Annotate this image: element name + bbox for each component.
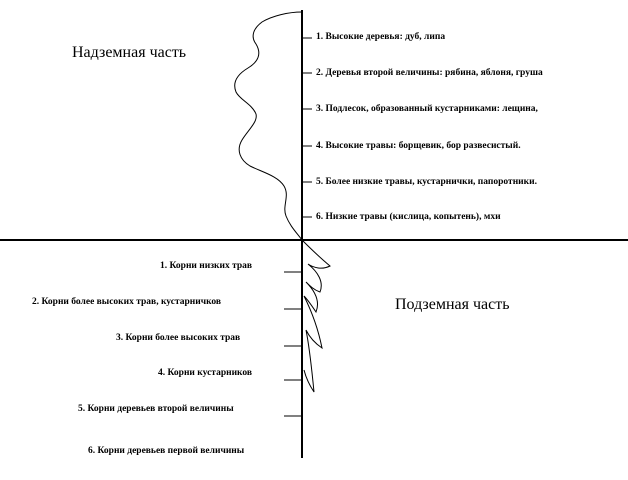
above-layer-4: 4. Высокие травы: борщевик, бор развесистый.: [316, 141, 521, 151]
below-ground-title: Подземная часть: [395, 296, 510, 313]
below-layer-5: 5. Корни деревьев второй величины: [78, 404, 234, 414]
above-layer-6: 6. Низкие травы (кислица, копытень), мхи: [316, 212, 501, 222]
above-layer-3: 3. Подлесок, образованный кустарниками: лещина,: [316, 104, 538, 114]
below-layer-1: 1. Корни низких трав: [160, 261, 253, 271]
above-layer-2: 2. Деревья второй величины: рябина, яблоня, груша: [316, 68, 543, 78]
above-layer-1: 1. Высокие деревья: дуб, липа: [316, 32, 446, 42]
below-layer-6: 6. Корни деревьев первой величины: [88, 446, 245, 456]
below-layer-2: 2. Корни более высоких трав, кустарничков: [32, 297, 222, 307]
above-layer-5: 5. Более низкие травы, кустарнички, папоротники.: [316, 177, 537, 187]
roots-silhouette: [302, 240, 330, 392]
below-layer-3: 3. Корни более высоких трав: [116, 333, 241, 343]
vegetation-silhouette: [235, 12, 302, 240]
below-layer-4: 4. Корни кустарников: [158, 368, 253, 378]
above-ground-title: Надземная часть: [72, 44, 187, 61]
